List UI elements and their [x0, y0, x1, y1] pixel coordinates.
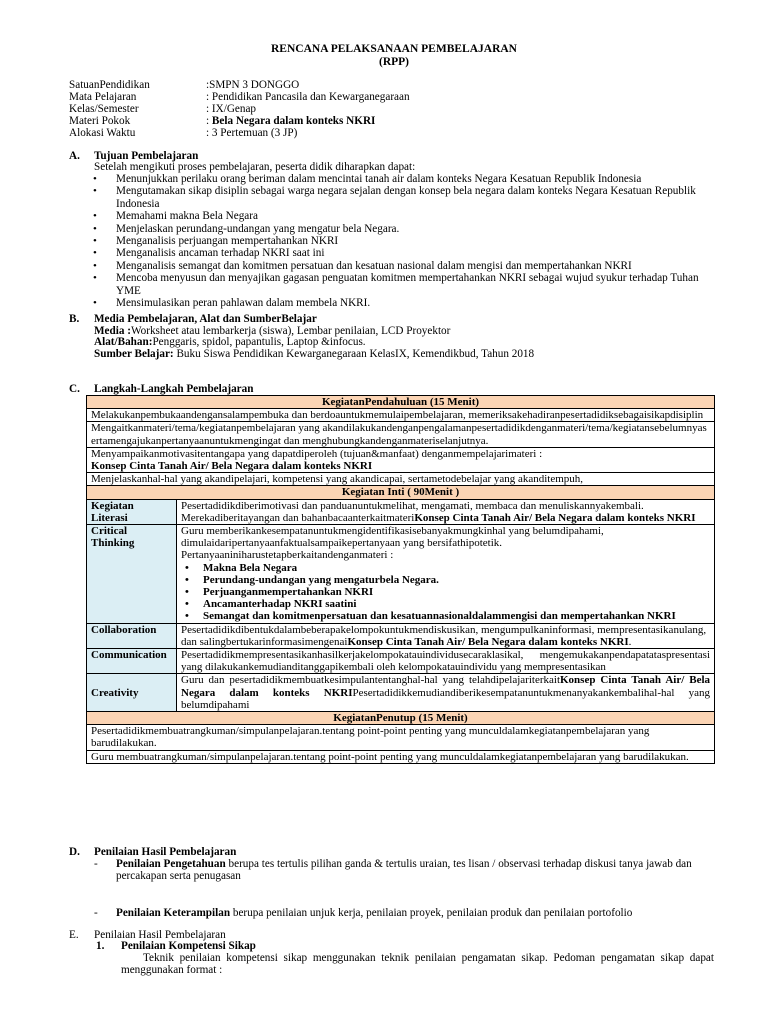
section-e-sub-number: 1.: [96, 940, 105, 952]
list-item: • Ancamanterhadap NKRI saatini: [181, 598, 710, 610]
penilaian-pengetahuan: - Penilaian Pengetahuan berupa tes tertulis pilihan ganda & tertulis uraian, tes lisan / observasi terhadap diskusi tanya jawab dan percakapan serta penugasan: [94, 858, 736, 883]
creativity-content: Guru dan pesertadidikmembuatkesimpulantentanghal-hal yang telahdipelajariterkaitKonsep Cinta Tanah Air/ Bela Negara dalam konteks NKRIPesertadidikkemudiandiberikesempatanuntukmenanyakankembalihal-hal yang belumdipahami: [177, 674, 715, 712]
list-item: • Semangat dan komitmenpersatuan dan kesatuannasionaldalammengisi dan mempertahankan NKRI: [181, 610, 710, 622]
alat-line: Alat/Bahan:Penggaris, spidol, papantulis, Laptop &infocus.: [94, 336, 366, 348]
table-row: Melakukanpembukaandengansalampembuka dan berdoauntukmemulaipembelajaran, memeriksakehadiranpesertadidiksebagaisikapdisiplin: [87, 409, 715, 422]
identity-value-satuan: :SMPN 3 DONGGO: [206, 79, 300, 91]
list-item: • Memahami makna Bela Negara: [90, 210, 718, 222]
list-item: • Menganalisis ancaman terhadap NKRI saat ini: [90, 247, 718, 259]
creativity-label: Creativity: [87, 674, 177, 712]
document-subtitle: (RPP): [378, 56, 409, 68]
critical-content: Guru memberikankesempatanuntukmengidentifikasisebanyakmungkinhal yang belumdipahami, dimulaidaripertanyaanfaktualsampaikepertanyaan yang bersifathipotetik. Pertanyaaniniharustetapberkaitandenganmateri : • Makna Bela Negara • Perundang-undangan yang mengaturbela Negara. • Perjuanganmempertahankan NKRI • Ancamanterhadap NKRI saatini • Semangat dan komitmenpersatuan dan kesatuannasionaldalammengisi dan mempertahankan NKRI: [177, 525, 715, 624]
section-a-letter: A.: [69, 150, 80, 162]
communication-label: Communication: [87, 649, 177, 674]
table-row: Menyampaikanmotivasitentangapa yang dapatdiperoleh (tujuan&manfaat) denganmempelajarimateri : Konsep Cinta Tanah Air/ Bela Negara dalam konteks NKRI: [87, 447, 715, 472]
section-a-list: [90, 173, 718, 309]
identity-label-alokasi: Alokasi Waktu: [69, 127, 136, 139]
critical-label: Critical Thinking: [87, 525, 177, 624]
identity-value-alokasi: : 3 Pertemuan (3 JP): [206, 127, 298, 139]
section-b-heading: Media Pembelajaran, Alat dan SumberBelajar: [94, 313, 317, 325]
collaboration-label: Collaboration: [87, 623, 177, 648]
section-e-letter: E.: [69, 929, 79, 941]
document-title: RENCANA PELAKSANAAN PEMBELAJARAN: [271, 43, 517, 55]
identity-label-satuan: SatuanPendidikan: [69, 79, 150, 91]
list-item: • Menganalisis perjuangan mempertahankan NKRI: [90, 235, 718, 247]
identity-value-mapel: : Pendidikan Pancasila dan Kewarganegaraan: [206, 91, 410, 103]
table-row: Mengaitkanmateri/tema/kegiatanpembelajaran yang akandilakukandenganpengalamanpesertadidikdenganmateri/tema/kegiatansebelumnyasertamengajukanpertanyaanuntukmengingat dan menghubungkandenganmateriselanjutnya.: [87, 422, 715, 447]
list-item: • Perundang-undangan yang mengaturbela Negara.: [181, 574, 710, 586]
section-e-heading: Penilaian Hasil Pembelajaran: [94, 929, 226, 941]
section-d-heading: Penilaian Hasil Pembelajaran: [94, 846, 237, 858]
inti-header: Kegiatan Inti ( 90Menit ): [87, 486, 715, 499]
section-c-letter: C.: [69, 383, 80, 395]
section-a-heading: Tujuan Pembelajaran: [94, 150, 199, 162]
table-row: Menjelaskanhal-hal yang akandipelajari, kompetensi yang akandicapai, sertametodebelajar yang akanditempuh,: [87, 473, 715, 486]
penilaian-keterampilan: - Penilaian Keterampilan berupa penilaian unjuk kerja, penilaian proyek, penilaian produk dan penilaian portofolio: [94, 907, 736, 919]
section-c-heading: Langkah-Langkah Pembelajaran: [94, 383, 254, 395]
pendahuluan-header: KegiatanPendahuluan (15 Menit): [87, 396, 715, 409]
identity-value-kelas: : IX/Genap: [206, 103, 257, 115]
list-item: • Makna Bela Negara: [181, 562, 710, 574]
section-a-intro: Setelah mengikuti proses pembelajaran, peserta didik diharapkan dapat:: [94, 161, 416, 173]
table-row: Guru membuatrangkuman/simpulanpelajaran.tentang point-point penting yang munculdalamkegiatanpembelajaran yang barudilakukan.: [87, 750, 715, 763]
section-e-text: Teknik penilaian kompetensi sikap menggunakan teknik penilaian pengamatan sikap. Pedoman pengamatan sikap dapat menggunakan format :: [121, 952, 714, 977]
langkah-table: [86, 395, 715, 764]
section-e-sub-heading: Penilaian Kompetensi Sikap: [121, 940, 256, 952]
penutup-header: KegiatanPenutup (15 Menit): [87, 712, 715, 725]
identity-value-materi: : Bela Negara dalam konteks NKRI: [206, 115, 376, 127]
section-d-letter: D.: [69, 846, 80, 858]
list-item: • Mengutamakan sikap disiplin sebagai warga negara sejalan dengan konsep bela negara dalam konteks Negara Kesatuan Republik Indonesia: [90, 185, 718, 210]
critical-list: [181, 562, 710, 623]
identity-label-mapel: Mata Pelajaran: [69, 91, 137, 103]
section-b-letter: B.: [69, 313, 80, 325]
identity-label-materi: Materi Pokok: [69, 115, 131, 127]
identity-label-kelas: Kelas/Semester: [69, 103, 139, 115]
literasi-label: Kegiatan Literasi: [87, 499, 177, 524]
communication-content: Pesertadidikmempresentasikanhasilkerjakelompokatauindividusecaraklasikal, mengemukakanpendapatataspresentasi yang dilakukankemudianditanggapikembali oleh kelompokatauindividu yang mempresentasikan: [177, 649, 715, 674]
list-item: • Mensimulasikan peran pahlawan dalam membela NKRI.: [90, 297, 718, 309]
sumber-line: Sumber Belajar: Buku Siswa Pendidikan Kewarganegaraan KelasIX, Kemendikbud, Tahun 2018: [94, 348, 535, 360]
list-item: • Menunjukkan perilaku orang beriman dalam mencintai tanah air dalam konteks Negara Kesatuan Republik Indonesia: [90, 173, 718, 185]
list-item: • Mencoba menyusun dan menyajikan gagasan penguatan komitmen mempertahankan NKRI sebagai wujud syukur terhadap Tuhan YME: [90, 272, 718, 297]
list-item: • Menjelaskan perundang-undangan yang mengatur bela Negara.: [90, 223, 718, 235]
literasi-content: Pesertadidikdiberimotivasi dan panduanuntukmelihat, mengamati, membaca dan menuliskannyakembali. Merekadiberitayangan dan bahanbacaanterkaitmateriKonsep Cinta Tanah Air/ Bela Negara dalam konteks NKRI: [177, 499, 715, 524]
table-row: Pesertadidikmembuatrangkuman/simpulanpelajaran.tentang point-point penting yang munculdalamkegiatanpembelajaran yang barudilakukan.: [87, 725, 715, 750]
list-item: • Perjuanganmempertahankan NKRI: [181, 586, 710, 598]
collaboration-content: Pesertadidikdibentukdalambeberapakelompokuntukmendiskusikan, mengumpulkaninformasi, mempresentasikanulang, dan salingbertukarinformasimengenaiKonsep Cinta Tanah Air/ Bela Negara dalam konteks NKRI.: [177, 623, 715, 648]
list-item: • Menganalisis semangat dan komitmen persatuan dan kesatuan nasional dalam mengisi dan mempertahankan NKRI: [90, 260, 718, 272]
media-line: Media :Worksheet atau lembarkerja (siswa), Lembar penilaian, LCD Proyektor: [94, 325, 451, 337]
